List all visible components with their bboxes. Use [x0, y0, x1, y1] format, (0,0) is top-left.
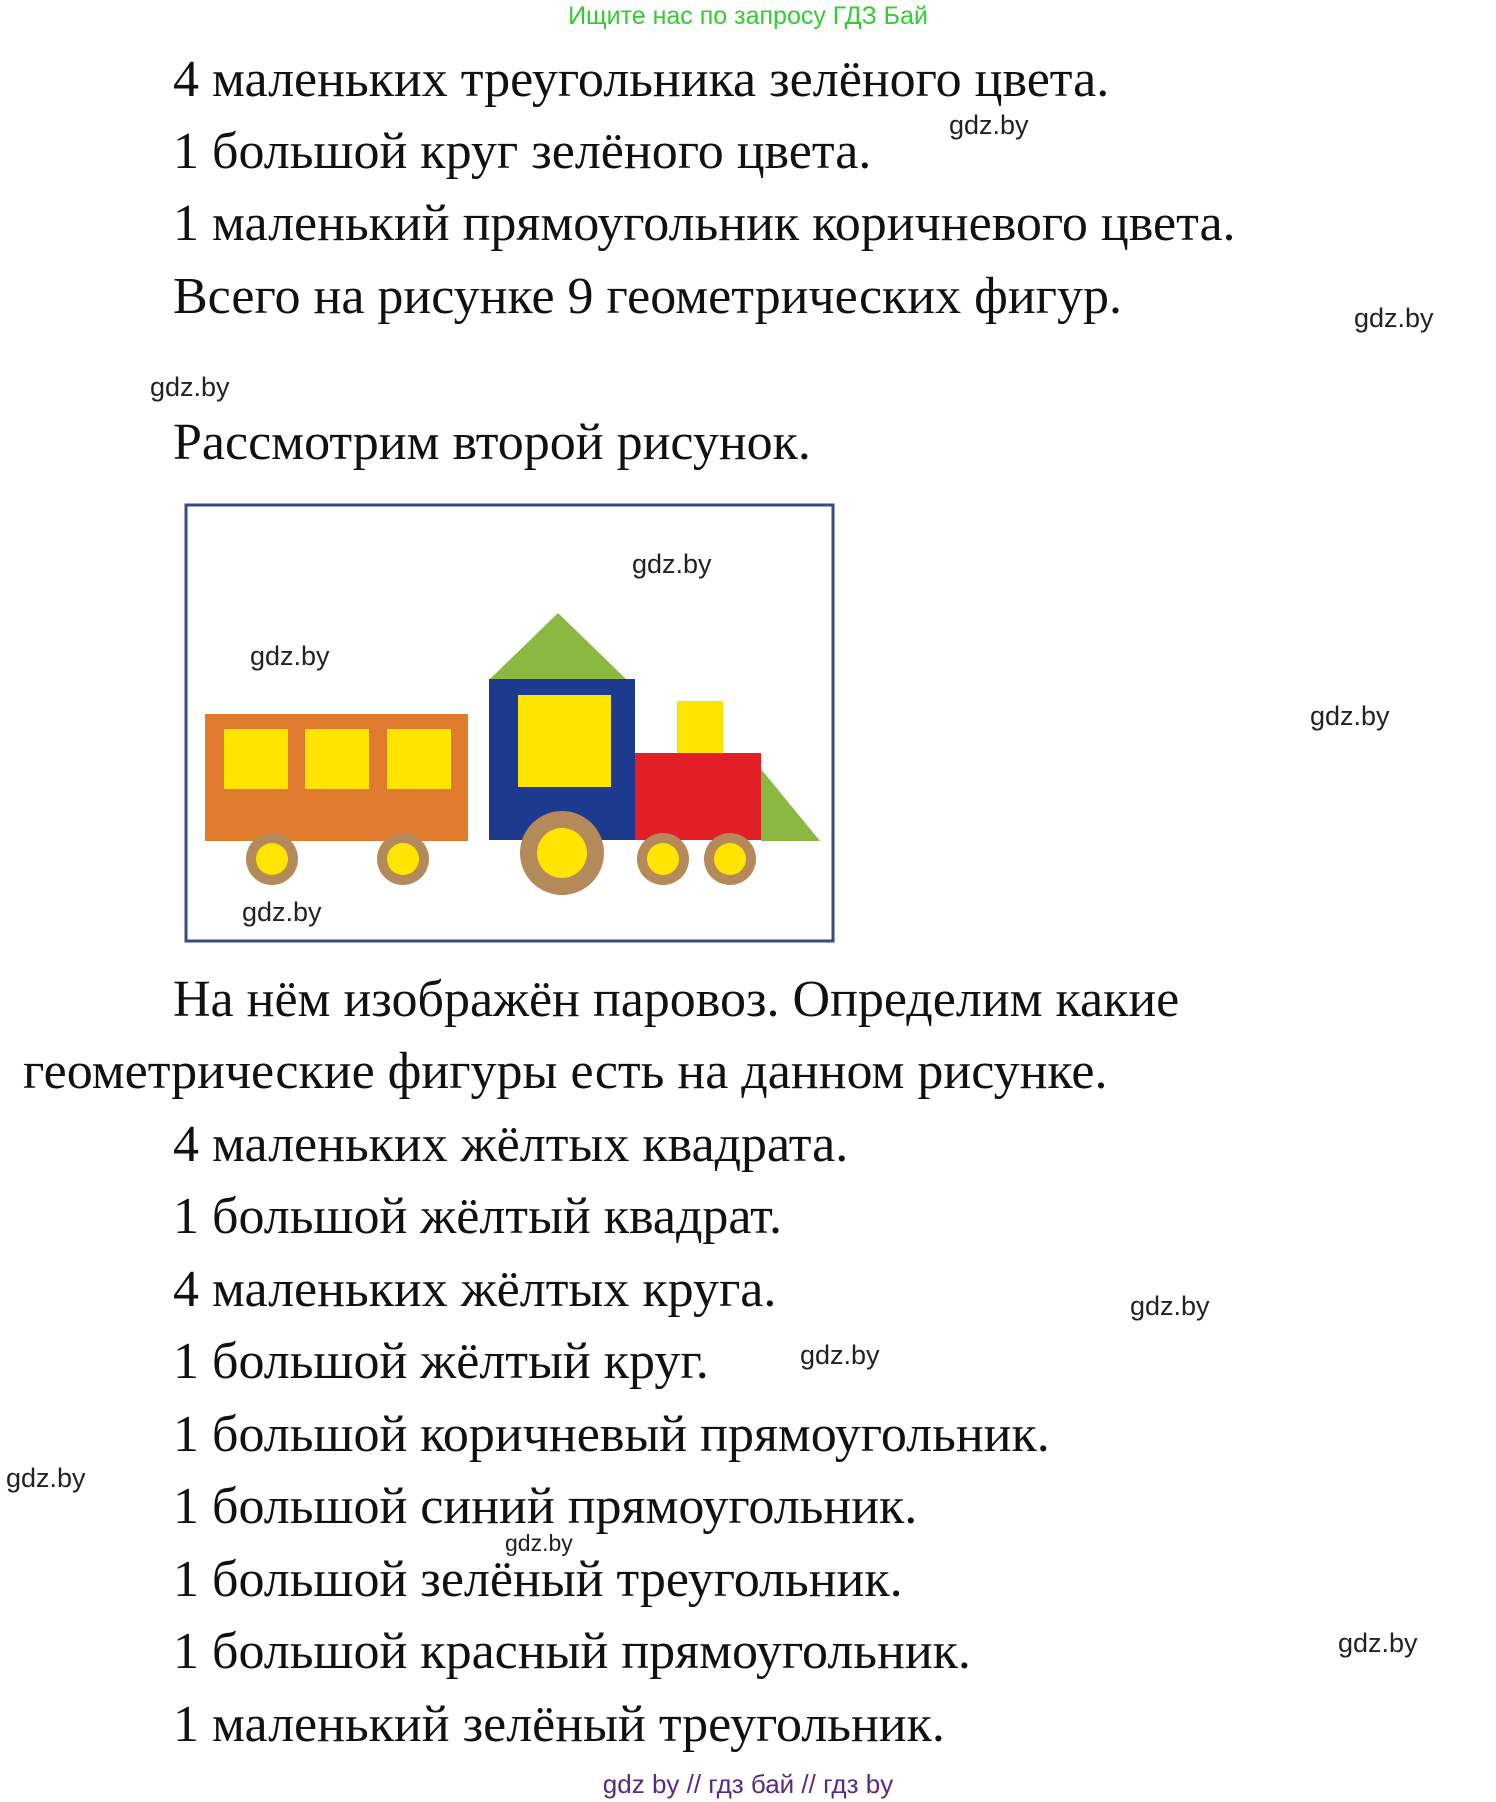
watermark: gdz.by	[242, 897, 322, 927]
watermark: gdz.by	[1310, 701, 1390, 731]
list-item: 1 большой жёлтый квадрат.	[173, 1188, 782, 1245]
watermark: gdz.by	[949, 110, 1029, 140]
list-item: 4 маленьких жёлтых квадрата.	[173, 1116, 849, 1173]
boiler	[635, 753, 761, 840]
watermark: gdz.by	[1354, 303, 1434, 333]
list-item: 1 большой жёлтый круг.	[173, 1333, 709, 1390]
search-hint[interactable]: Ищите нас по запросу ГДЗ Бай	[568, 2, 928, 30]
wagon-window-2	[305, 729, 369, 789]
wagon-wheel-2-hub	[387, 843, 419, 875]
watermark: gdz.by	[1338, 1628, 1418, 1658]
list-item: 1 большой зелёный треугольник.	[173, 1551, 903, 1608]
watermark: gdz.by	[632, 549, 712, 579]
footer-links[interactable]: gdz by // гдз бай // гдз by	[602, 1769, 894, 1799]
list-item: 1 большой синий прямоугольник.	[173, 1478, 918, 1535]
text-line: Рассмотрим второй рисунок.	[173, 414, 811, 471]
text-line: 4 маленьких треугольника зелёного цвета.	[173, 51, 1110, 108]
text-line: геометрические фигуры есть на данном рисунке.	[23, 1043, 1108, 1100]
watermark: gdz.by	[250, 641, 330, 671]
watermark: gdz.by	[150, 372, 230, 402]
watermark: gdz.by	[1130, 1291, 1210, 1321]
watermark: gdz.by	[6, 1463, 86, 1493]
engine-wheel-2-hub	[714, 843, 746, 875]
list-item: 1 большой коричневый прямоугольник.	[173, 1406, 1050, 1463]
wagon-window-1	[224, 729, 288, 789]
text-line: 1 маленький прямоугольник коричневого цвета.	[173, 195, 1236, 252]
watermark: gdz.by	[800, 1340, 880, 1370]
text-line: 1 большой круг зелёного цвета.	[173, 123, 872, 180]
engine-wheel-1-hub	[647, 843, 679, 875]
list-item: 4 маленьких жёлтых круга.	[173, 1261, 777, 1318]
big-wheel-hub	[537, 828, 587, 878]
wagon-window-3	[387, 729, 451, 789]
list-item: 1 маленький зелёный треугольник.	[173, 1696, 945, 1753]
chimney	[677, 701, 723, 753]
text-line: Всего на рисунке 9 геометрических фигур.	[173, 268, 1122, 325]
train-drawing	[184, 503, 835, 943]
wagon-wheel-1-hub	[256, 843, 288, 875]
train-illustration	[184, 503, 835, 943]
list-item: 1 большой красный прямоугольник.	[173, 1623, 971, 1680]
text-line: На нём изображён паровоз. Определим какие	[173, 971, 1180, 1028]
watermark: gdz.by	[505, 1530, 573, 1556]
cabin-window	[518, 695, 611, 787]
